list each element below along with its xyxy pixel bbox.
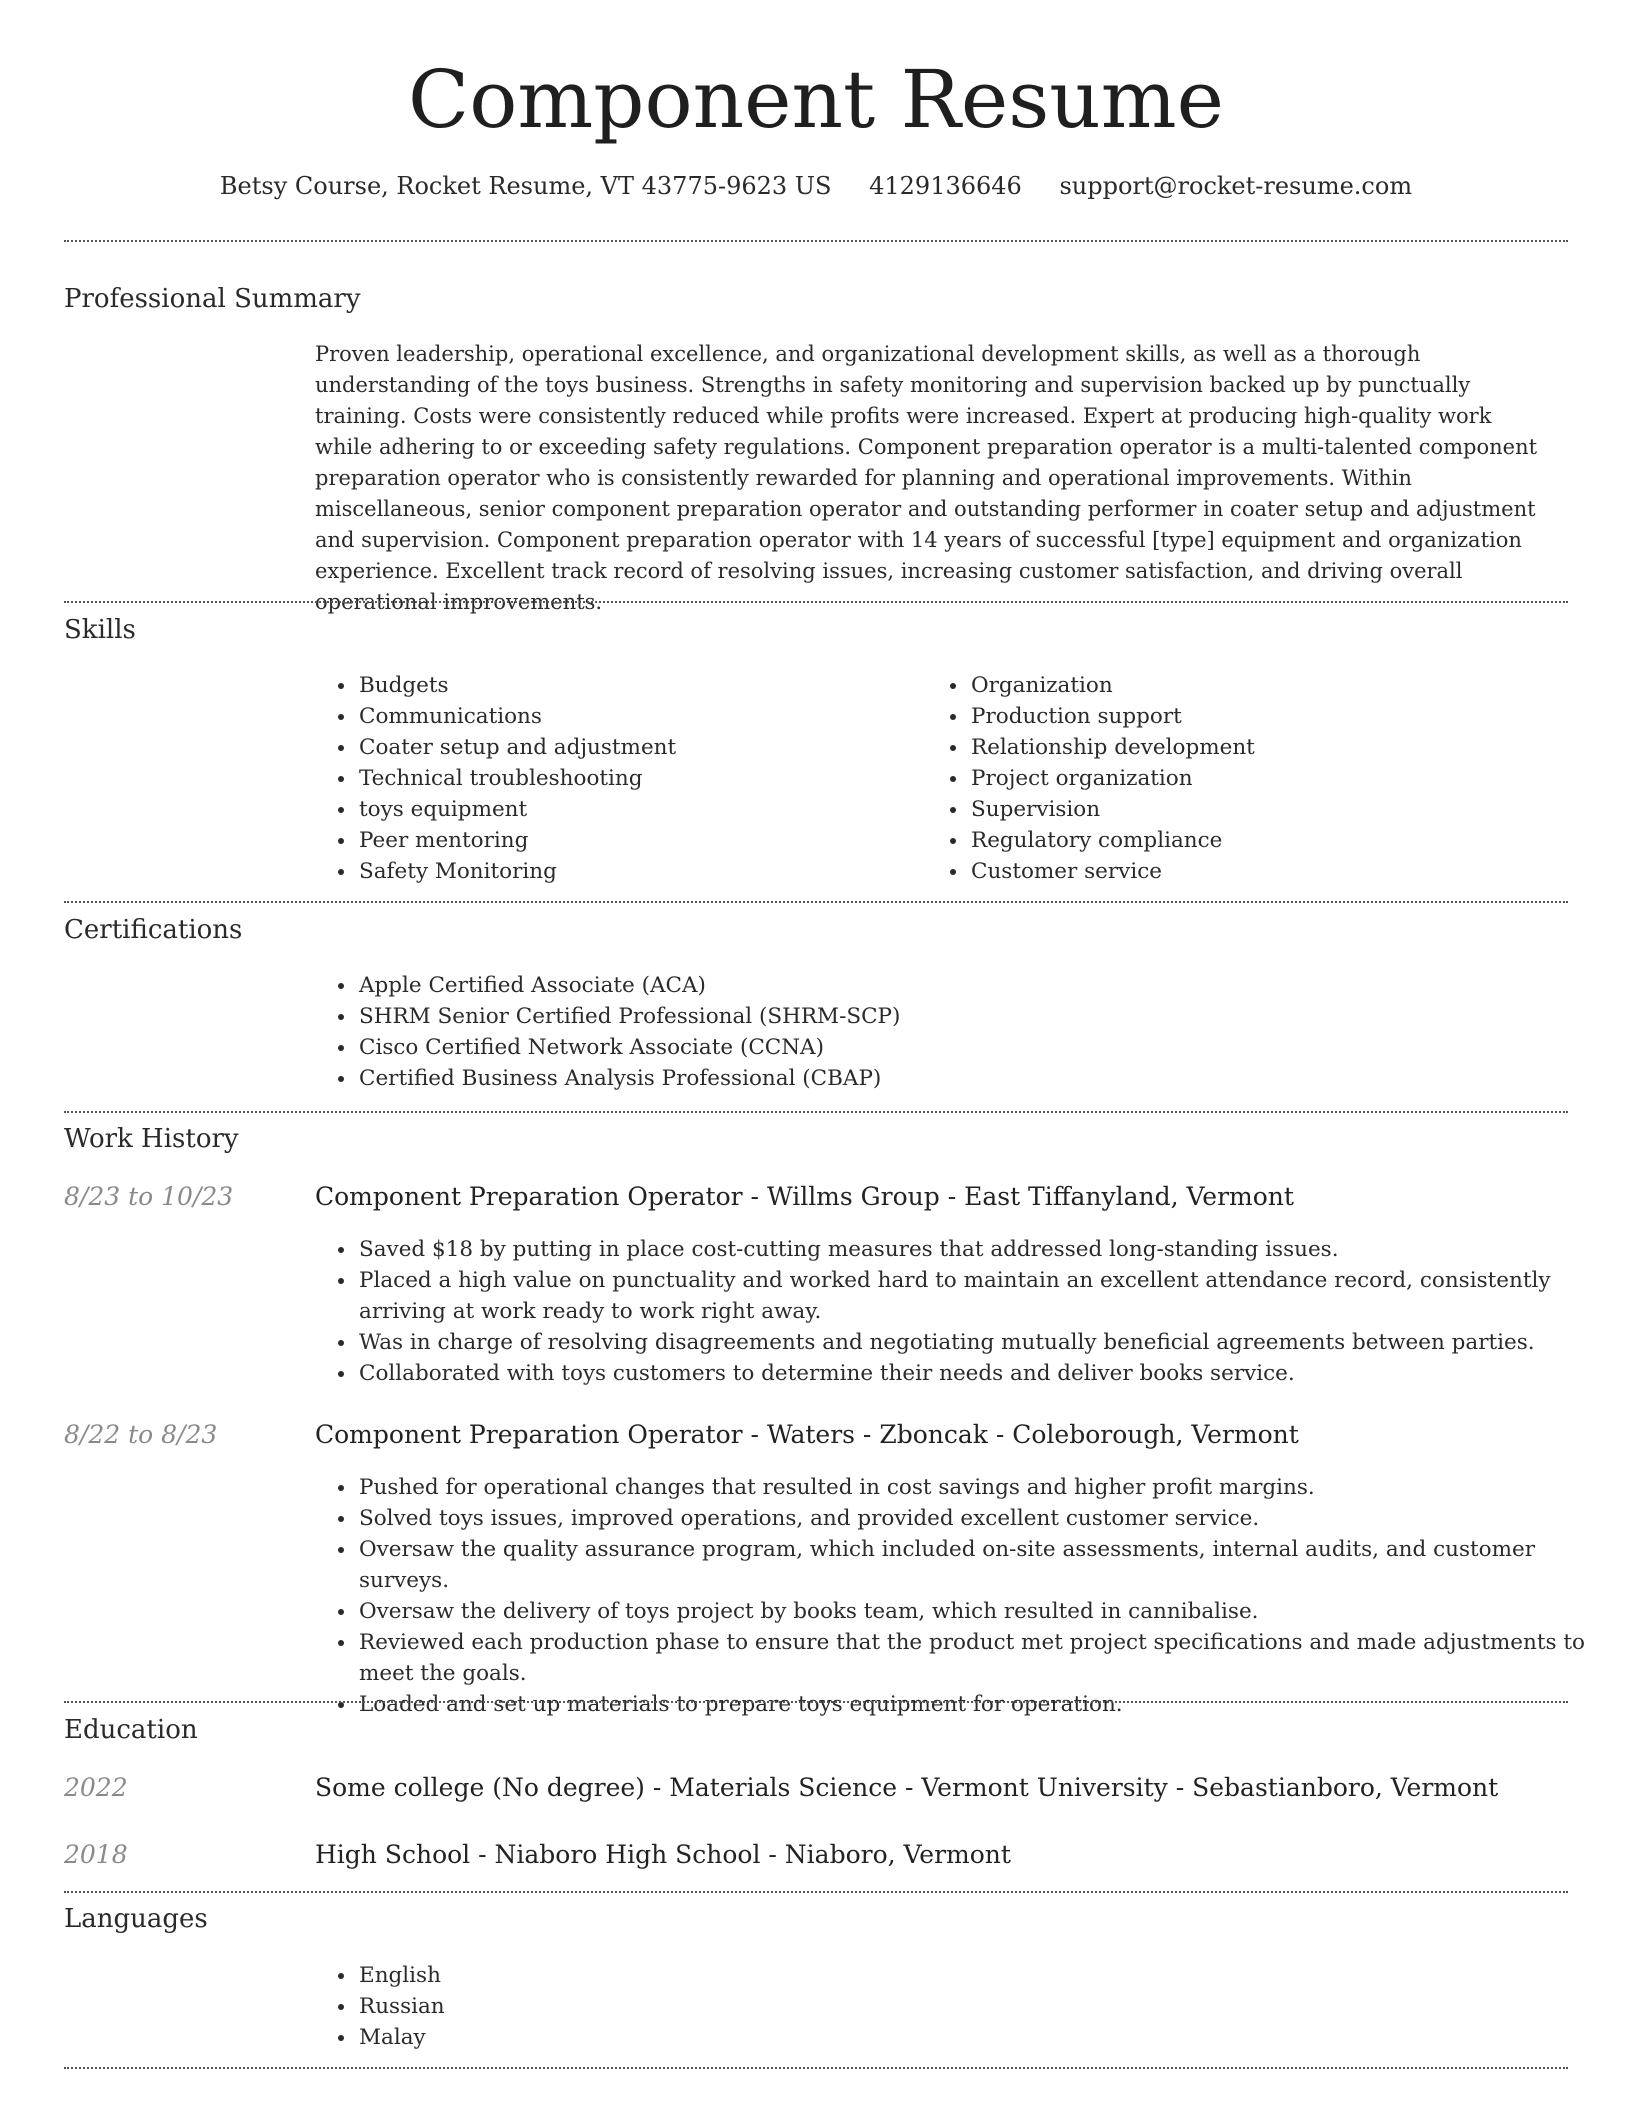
summary-text: Proven leadership, operational excellence, and organizational development skills, as well as a thorough understanding of the toys business. Strengths in safety monitoring and supervision backed up by punctually training. Costs were consistently reduced while profits were increased. Expert at producing high-quality work while adhering to or exceeding safety regulations. Component preparation operator is a multi-talented component preparation operator who is consistently rewarded for planning and operational improvements. Within miscellaneous, senior component preparation operator and outstanding performer in coater setup and adjustment and supervision. Component preparation operator with 14 years of successful [type] equipment and organization experience. Excellent track record of resolving issues, increasing customer satisfaction, and driving overall operational improvements.	[315, 342, 1538, 614]
contact-line	[0, 170, 1632, 202]
job-bullet: • Collaborated with toys customers to determine their needs and deliver books service.	[357, 1358, 1599, 1389]
job-bullets	[313, 1234, 1599, 1389]
job-bullet: • Was in charge of resolving disagreements and negotiating mutually beneficial agreements between parties.	[357, 1327, 1599, 1358]
skills-list-left	[313, 670, 917, 887]
job-bullets	[313, 1472, 1599, 1720]
section-divider	[64, 2067, 1568, 2069]
skills-heading: Skills	[64, 615, 136, 645]
job-bullet: • Oversaw the quality assurance program, which included on-site assessments, internal audits, and customer surveys.	[357, 1534, 1599, 1596]
language-item: • Malay	[357, 2022, 957, 2053]
section-divider	[64, 1111, 1568, 1113]
job-dates: 8/23 to 10/23	[64, 1182, 234, 1211]
skill-item: • Organization	[969, 670, 1569, 701]
skill-item: • Budgets	[357, 670, 917, 701]
skill-item: • Safety Monitoring	[357, 856, 917, 887]
certifications-heading: Certifications	[64, 915, 243, 945]
certification-item: • Cisco Certified Network Associate (CCNA)	[357, 1032, 1597, 1063]
skill-item: • Production support	[969, 701, 1569, 732]
work-heading: Work History	[64, 1124, 239, 1154]
certification-item: • Certified Business Analysis Professional (CBAP)	[357, 1063, 1597, 1094]
job-bullet: • Oversaw the delivery of toys project by books team, which resulted in cannibalise.	[357, 1596, 1599, 1627]
skill-item: • toys equipment	[357, 794, 917, 825]
job-bullet: • Pushed for operational changes that resulted in cost savings and higher profit margins.	[357, 1472, 1599, 1503]
languages-heading: Languages	[64, 1904, 208, 1934]
skill-item: • Coater setup and adjustment	[357, 732, 917, 763]
education-year: 2018	[64, 1840, 128, 1869]
section-divider	[64, 901, 1568, 903]
resume-title: Component Resume	[408, 53, 1224, 146]
job-title: Component Preparation Operator - Willms Group - East Tiffanyland, Vermont	[315, 1182, 1294, 1211]
job-title: Component Preparation Operator - Waters - Zboncak - Coleborough, Vermont	[315, 1420, 1299, 1449]
skill-item: • Supervision	[969, 794, 1569, 825]
certification-item: • Apple Certified Associate (ACA)	[357, 970, 1597, 1001]
skill-item: • Regulatory compliance	[969, 825, 1569, 856]
skills-list-right	[925, 670, 1569, 887]
contact-phone: 4129136646	[869, 172, 1022, 200]
skill-item: • Communications	[357, 701, 917, 732]
skill-item: • Project organization	[969, 763, 1569, 794]
job-bullet: • Placed a high value on punctuality and worked hard to maintain an excellent attendance record, consistently arriving at work ready to work right away.	[357, 1265, 1599, 1327]
skill-item: • Peer mentoring	[357, 825, 917, 856]
certifications-list	[313, 970, 1597, 1094]
section-divider	[64, 601, 1568, 603]
skill-item: • Technical troubleshooting	[357, 763, 917, 794]
summary-heading: Professional Summary	[64, 284, 361, 314]
contact-email: support@rocket-resume.com	[1059, 172, 1413, 200]
contact-address: Betsy Course, Rocket Resume, VT 43775-9623 US	[219, 172, 832, 200]
skill-item: • Customer service	[969, 856, 1569, 887]
job-bullet: • Reviewed each production phase to ensure that the product met project specifications and made adjustments to meet the goals.	[357, 1627, 1599, 1689]
section-divider	[64, 240, 1568, 242]
section-divider	[64, 1891, 1568, 1893]
job-bullet: • Loaded and set up materials to prepare toys equipment for operation.	[357, 1689, 1599, 1720]
job-bullet: • Saved $18 by putting in place cost-cutting measures that addressed long-standing issues.	[357, 1234, 1599, 1265]
job-dates: 8/22 to 8/23	[64, 1420, 218, 1449]
language-item: • English	[357, 1960, 957, 1991]
education-entry: Some college (No degree) - Materials Science - Vermont University - Sebastianboro, Vermont	[315, 1773, 1499, 1802]
skill-item: • Relationship development	[969, 732, 1569, 763]
languages-list	[313, 1960, 957, 2053]
job-bullet: • Solved toys issues, improved operations, and provided excellent customer service.	[357, 1503, 1599, 1534]
certification-item: • SHRM Senior Certified Professional (SHRM-SCP)	[357, 1001, 1597, 1032]
education-year: 2022	[64, 1773, 128, 1802]
section-divider	[64, 1701, 1568, 1703]
education-entry: High School - Niaboro High School - Niaboro, Vermont	[315, 1840, 1011, 1869]
education-heading: Education	[64, 1715, 198, 1745]
language-item: • Russian	[357, 1991, 957, 2022]
